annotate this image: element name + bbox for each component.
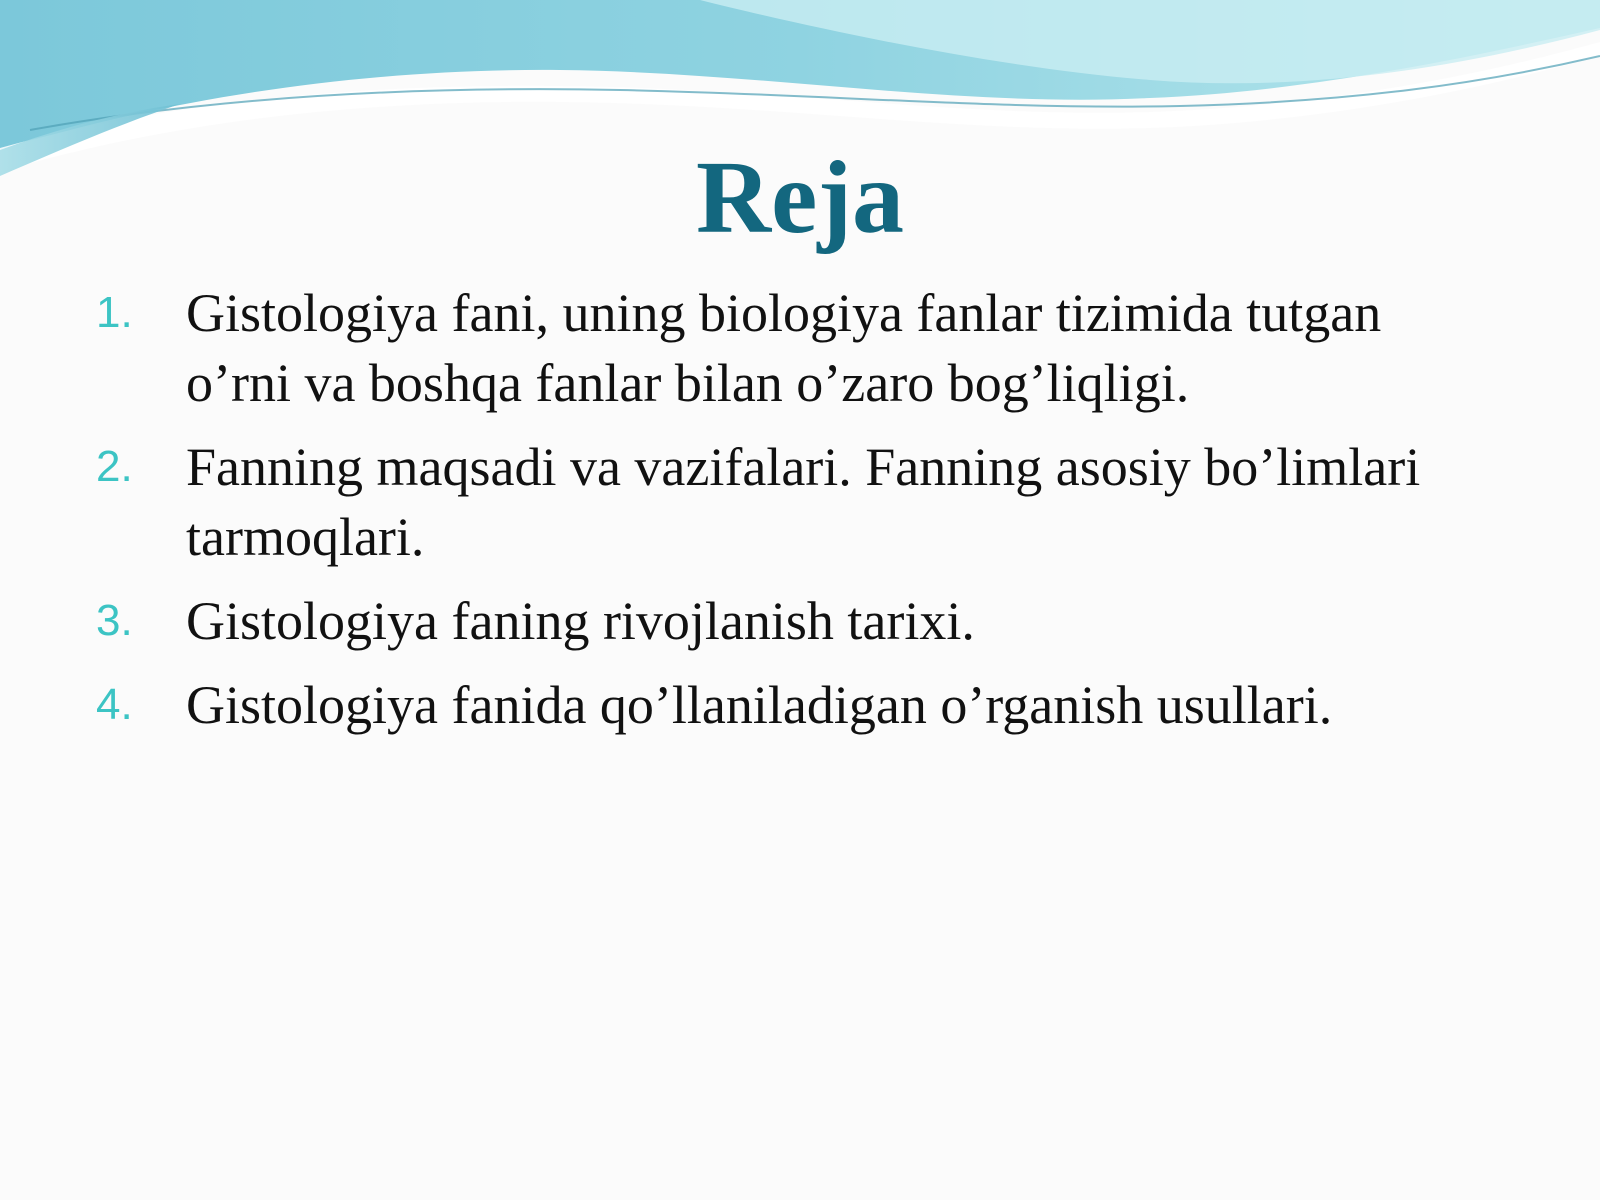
list-item-text: Gistologiya faning rivojlanish tarixi.: [186, 591, 975, 651]
list-item: [0, 670, 1600, 740]
list-item: [0, 586, 1600, 656]
plan-list: [0, 278, 1600, 754]
list-item-text: Gistologiya fanida qo’llaniladigan o’rganish usullari.: [186, 675, 1333, 735]
list-item: [0, 278, 1600, 418]
list-item-number: 4.: [96, 680, 133, 729]
list-item-text: Fanning maqsadi va vazifalari. Fanning asosiy bo’limlari tarmoqlari.: [186, 437, 1421, 567]
list-item-number: 2.: [96, 442, 133, 491]
list-item-text: Gistologiya fani, uning biologiya fanlar tizimida tutgan o’rni va boshqa fanlar bilan o’zaro bog’liqligi.: [186, 283, 1382, 413]
list-item: [0, 432, 1600, 572]
slide-title: Reja: [696, 140, 904, 255]
list-item-number: 1.: [96, 288, 133, 337]
list-item-number: 3.: [96, 596, 133, 645]
